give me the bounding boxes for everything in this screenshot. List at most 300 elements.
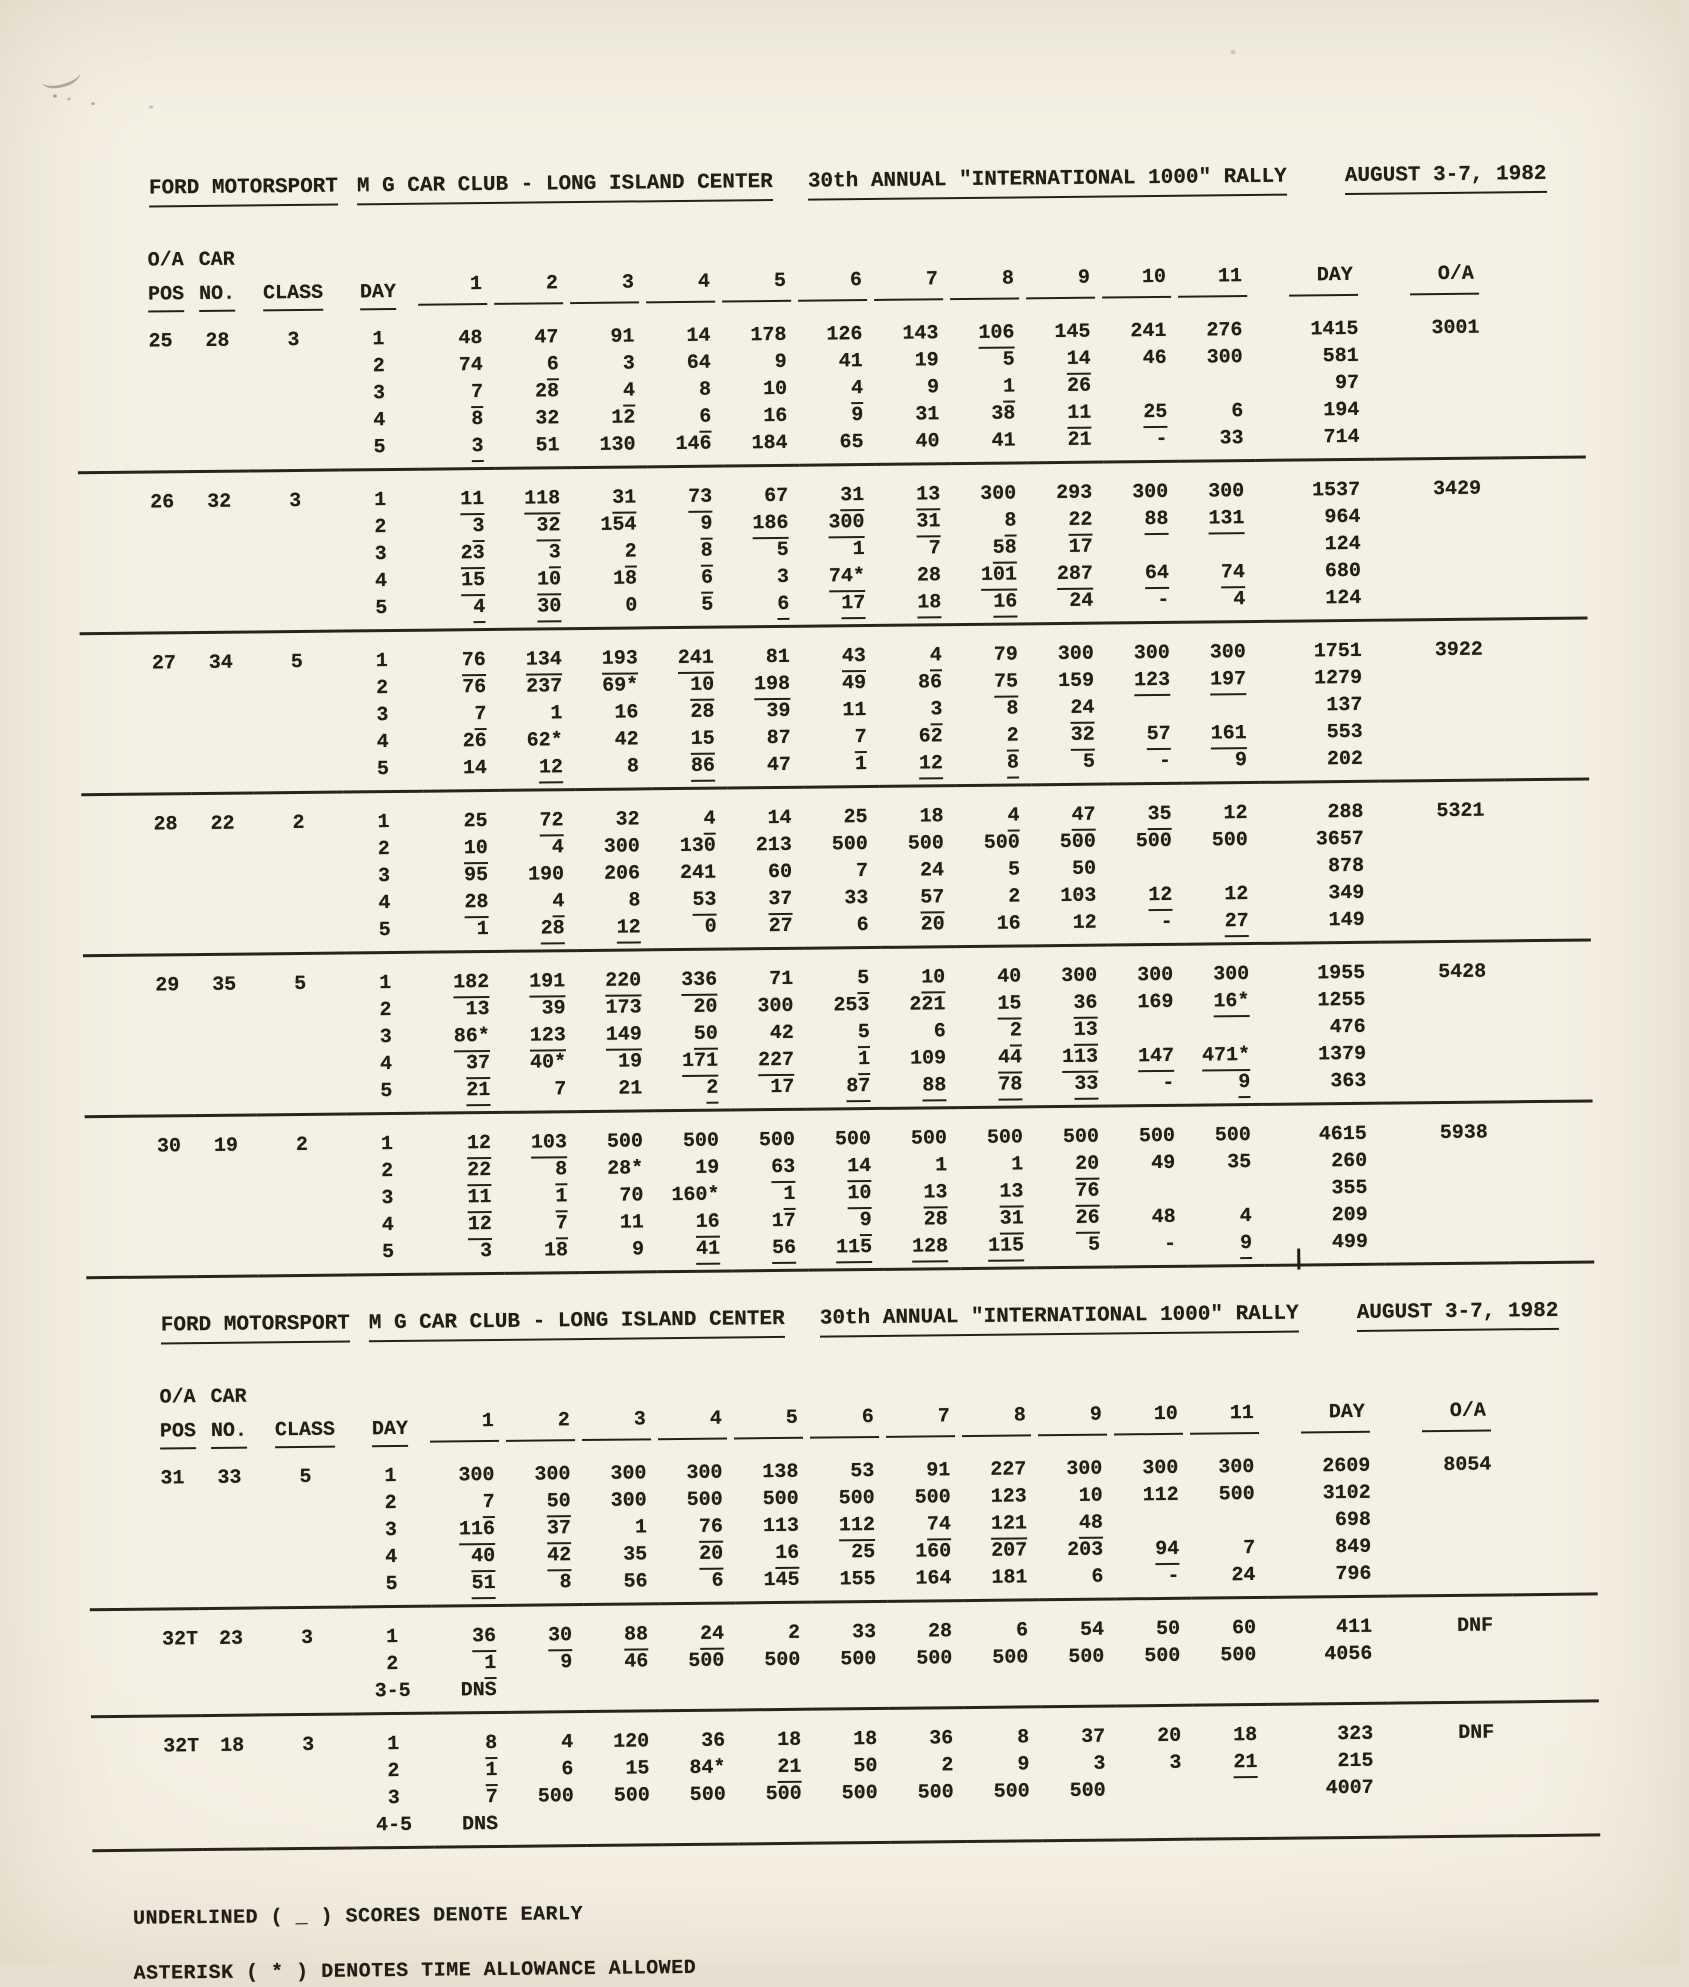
day-cell: 2	[372, 355, 385, 379]
day-cell: 2	[376, 677, 389, 701]
underlined-score: 9	[860, 1209, 872, 1236]
day-cell: 3	[378, 865, 391, 889]
class-cell	[263, 1758, 353, 1786]
day-total-cell: 1279	[1313, 666, 1363, 691]
column-header-leg-4-label: 4	[646, 269, 715, 304]
day-total-cell: 97	[1334, 371, 1360, 396]
overall-total-cell	[1377, 556, 1502, 584]
pos-cell	[91, 1760, 201, 1788]
underlined-score: 56	[772, 1237, 796, 1264]
score-cell-leg-6: 7	[855, 860, 869, 884]
overall-total-cell	[1375, 422, 1500, 450]
score-cell-leg-8: 8	[1006, 697, 1019, 721]
score-cell-leg-2	[501, 951, 577, 996]
class-cell	[261, 1571, 351, 1599]
score-cell-leg-1	[426, 1077, 502, 1105]
overall-total-cell: 5938	[1439, 1121, 1489, 1146]
score-cell-leg-4	[652, 887, 728, 915]
car-cell	[199, 1518, 261, 1546]
pos-cell	[89, 1492, 199, 1520]
underlined-score: 300	[828, 511, 864, 538]
score-cell-leg-9: 3	[1093, 1752, 1106, 1776]
score-cell-leg-5	[730, 1047, 806, 1075]
day-cell: 2	[377, 838, 390, 862]
pos-cell: 27	[151, 652, 177, 676]
day-total-cell: 411	[1335, 1615, 1373, 1640]
car-cell	[199, 1491, 261, 1519]
overall-total-cell	[1390, 1800, 1515, 1828]
underlined-score: 5	[857, 967, 869, 994]
underlined-score: 8	[555, 1158, 567, 1185]
score-cell-leg-7: 31	[915, 403, 940, 427]
score-cell-leg-1	[432, 1605, 508, 1650]
underlined-score: 227	[758, 1049, 794, 1076]
score-cell-leg-6: 1	[852, 538, 865, 562]
day-cell: 1	[385, 1626, 399, 1650]
score-cell-leg-1	[420, 433, 496, 461]
underlined-score: 7	[483, 1491, 495, 1518]
score-cell-leg-9: 17	[1068, 535, 1093, 559]
column-header-overall	[1374, 260, 1499, 299]
underlined-score: 116	[459, 1518, 495, 1545]
score-cell-leg-6	[808, 1234, 884, 1262]
score-cell-leg-9	[1034, 1071, 1110, 1099]
underlined-score: 7	[855, 726, 867, 753]
score-cell-leg-6: 500	[831, 833, 868, 857]
column-header-pos-label: POS	[160, 1420, 196, 1449]
column-header-leg-10-label: 10	[1114, 1401, 1183, 1436]
entry-car-28	[76, 298, 1586, 473]
day-cell: 2	[379, 999, 392, 1023]
score-cell-leg-6	[800, 509, 876, 537]
overall-total-cell: 5321	[1436, 799, 1485, 824]
underlined-score: 186	[752, 512, 788, 539]
score-cell-leg-10: 112	[1142, 1483, 1179, 1508]
underlined-score: 16*	[1213, 990, 1249, 1017]
underlined-score: 24	[1070, 697, 1094, 724]
score-cell-leg-8	[958, 1071, 1034, 1099]
spacer-cell	[1500, 421, 1585, 449]
pos-cell	[78, 516, 188, 544]
score-cell-leg-8	[966, 1805, 1042, 1833]
score-cell-leg-3: 56	[623, 1570, 648, 1594]
column-header-leg-10	[1102, 264, 1178, 303]
score-cell-leg-9	[1039, 1509, 1115, 1537]
overall-total-cell	[1381, 905, 1506, 933]
score-cell-leg-10: 20	[1157, 1724, 1182, 1749]
score-cell-leg-11: 9	[1234, 749, 1248, 773]
underlined-score: 471*	[1202, 1044, 1250, 1072]
underlined-score: 7	[556, 1212, 568, 1239]
score-cell-leg-11	[1180, 505, 1256, 533]
pos-cell	[84, 1080, 194, 1108]
day-cell: 3	[387, 1786, 400, 1811]
score-cell-leg-9	[1035, 1178, 1111, 1206]
class-cell: 2	[295, 1133, 309, 1158]
score-cell-leg-10: -	[1157, 588, 1170, 612]
car-cell	[194, 1079, 256, 1107]
car-cell	[199, 1545, 261, 1573]
class-cell: 2	[292, 811, 305, 836]
day-cell: 4-5	[375, 1813, 413, 1838]
class-cell	[252, 676, 342, 704]
footnotes	[93, 1892, 1689, 1987]
underlined-score: 13	[916, 483, 940, 510]
header-event: 30th ANNUAL "INTERNATIONAL 1000" RALLY	[820, 1303, 1299, 1338]
score-cell-leg-2	[497, 566, 573, 594]
score-cell-leg-7: 500	[910, 1127, 948, 1151]
score-cell-leg-7: 9	[926, 376, 940, 400]
score-cell-leg-2	[500, 888, 576, 916]
underlined-score: 11	[467, 1186, 491, 1213]
score-cell-leg-6	[803, 724, 879, 752]
score-cell-leg-5: 113	[762, 1514, 800, 1539]
score-cell-leg-2: 18	[543, 1239, 569, 1263]
spacer-cell	[1502, 582, 1587, 610]
score-cell-leg-9	[1030, 695, 1106, 723]
score-cell-leg-9	[1031, 784, 1107, 829]
column-header-class-label: CLASS	[263, 282, 323, 312]
score-cell-leg-5	[735, 1540, 811, 1568]
score-cell-leg-1: 300	[458, 1463, 495, 1488]
column-header-leg-11	[1190, 1400, 1266, 1439]
underlined-score: 13	[999, 1180, 1023, 1207]
column-header-leg-6	[798, 267, 874, 306]
class-cell	[255, 998, 345, 1026]
score-cell-leg-6: 33	[844, 887, 869, 911]
class-cell: 3	[287, 328, 300, 353]
spacer-cell	[1514, 1745, 1599, 1773]
column-header-leg-3	[582, 1406, 658, 1445]
pos-cell	[77, 355, 187, 383]
underlined-score: 20	[699, 1543, 723, 1570]
score-cell-leg-5	[724, 510, 800, 538]
score-cell-leg-10	[1108, 882, 1184, 910]
score-cell-leg-6: 253	[833, 994, 870, 1018]
score-cell-leg-1	[421, 540, 497, 568]
pos-cell	[81, 758, 191, 786]
car-cell	[191, 730, 253, 758]
underlined-score: 21	[777, 1756, 801, 1783]
spacer-cell	[1505, 850, 1590, 878]
car-cell	[200, 1652, 262, 1680]
score-cell-leg-11	[1181, 532, 1257, 560]
column-header-leg-10-label: 10	[1102, 264, 1171, 299]
score-cell-leg-5	[728, 886, 804, 914]
underlined-score: 15	[691, 728, 715, 755]
day-cell: 1	[379, 972, 392, 996]
score-cell-leg-6	[813, 1673, 889, 1701]
day-cell: 2	[374, 516, 387, 540]
underlined-score: 74*	[829, 565, 865, 592]
underlined-score: 8	[485, 1732, 497, 1759]
entry-car-19	[85, 1101, 1595, 1278]
score-cell-leg-4	[660, 1603, 736, 1648]
underlined-score: 13	[923, 1181, 947, 1208]
score-cell-leg-4	[647, 404, 723, 432]
class-cell	[256, 1025, 346, 1053]
results-table	[87, 1368, 1600, 1852]
column-header-leg-8-label: 8	[950, 265, 1019, 300]
score-cell-leg-8	[953, 561, 1029, 589]
score-cell-leg-11: 300	[1208, 480, 1245, 504]
score-cell-leg-9: 12	[1072, 911, 1097, 935]
score-cell-leg-9: 300	[1057, 642, 1094, 667]
column-header-leg-1-label: 1	[418, 271, 487, 306]
score-cell-leg-3: 15	[625, 1757, 650, 1781]
class-cell: 5	[290, 650, 304, 675]
score-cell-leg-10	[1107, 783, 1183, 828]
underlined-score: 4	[851, 377, 863, 404]
day-total-cell	[1270, 1802, 1390, 1830]
spacer-cell	[1501, 457, 1586, 502]
score-cell-leg-10	[1118, 1777, 1194, 1805]
score-cell-leg-5: 18	[777, 1728, 802, 1753]
pos-cell	[80, 704, 190, 732]
car-cell	[192, 837, 254, 865]
pos-cell: 28	[153, 813, 178, 837]
overall-total-cell	[1383, 1173, 1508, 1201]
score-cell-leg-10	[1111, 1177, 1187, 1205]
column-header-day-total-label: DAY	[1301, 1399, 1370, 1434]
underlined-score: 112	[839, 1514, 875, 1541]
column-header-oa-top: O/A	[159, 1386, 196, 1410]
underlined-score: 6	[777, 593, 789, 620]
underlined-score: 1	[485, 1759, 497, 1786]
score-cell-leg-5: 16	[763, 404, 788, 429]
spacer-cell	[1506, 940, 1591, 985]
underlined-score: 28	[464, 891, 488, 918]
score-cell-leg-1: 95	[464, 864, 489, 888]
score-cell-leg-8	[950, 303, 1026, 347]
overall-total-cell: DNF	[1456, 1614, 1494, 1638]
score-cell-leg-3	[571, 377, 647, 405]
score-cell-leg-11: 500	[1211, 829, 1248, 853]
score-cell-leg-6	[801, 590, 877, 618]
spacer-cell	[1502, 528, 1587, 556]
score-cell-leg-1	[422, 629, 498, 674]
underlined-score: 8	[1004, 509, 1016, 536]
score-cell-leg-1: 26	[462, 730, 487, 754]
score-cell-leg-10: 50	[1155, 1617, 1181, 1642]
score-cell-leg-6: 49	[842, 672, 867, 696]
underlined-score: 16	[696, 1211, 720, 1238]
score-cell-leg-6: 65	[839, 431, 864, 455]
spacer-cell	[1512, 1558, 1597, 1586]
score-cell-leg-9	[1029, 561, 1105, 589]
overall-total-cell	[1377, 529, 1502, 557]
score-cell-leg-11	[1194, 1803, 1270, 1831]
score-cell-leg-8: 227	[990, 1458, 1027, 1482]
underlined-score: 161	[1211, 722, 1247, 749]
class-cell: 5	[299, 1465, 312, 1490]
pos-cell	[92, 1787, 202, 1815]
pos-cell	[89, 1519, 199, 1547]
underlined-score: 12	[539, 756, 563, 783]
spacer-cell	[1506, 904, 1591, 932]
score-cell-leg-2	[510, 1810, 586, 1838]
score-cell-leg-9	[1042, 1804, 1118, 1832]
header-date: AUGUST 3-7, 1982	[1345, 163, 1547, 195]
column-header-leg-1-label: 1	[430, 1408, 499, 1443]
column-header-leg-11-label: 11	[1190, 1400, 1259, 1435]
day-total-cell: 476	[1329, 1015, 1366, 1040]
score-cell-leg-10	[1104, 506, 1180, 534]
underlined-score: 42	[547, 1544, 571, 1571]
overall-total-cell: 3429	[1433, 477, 1482, 502]
underlined-score: 43	[842, 645, 866, 672]
underlined-score: 75	[994, 670, 1018, 697]
entry-car-34	[80, 618, 1590, 795]
score-cell-leg-4: 36	[701, 1729, 726, 1753]
spacer-cell	[1509, 1226, 1594, 1254]
score-cell-leg-3	[577, 914, 653, 942]
score-cell-leg-4	[654, 1020, 730, 1048]
pos-cell: 29	[155, 974, 180, 998]
score-cell-leg-7: 160	[915, 1540, 952, 1564]
day-total-cell: 1537	[1312, 478, 1361, 503]
score-cell-leg-2	[501, 915, 577, 943]
day-total-cell: 698	[1334, 1508, 1372, 1533]
score-cell-leg-8: 2	[1008, 885, 1021, 909]
score-cell-leg-4	[650, 627, 726, 672]
overall-total-cell	[1388, 1639, 1513, 1667]
score-cell-leg-3: 70	[619, 1184, 644, 1208]
column-header-leg-6-label: 6	[810, 1404, 879, 1439]
underlined-score: 7	[471, 381, 483, 408]
column-header-leg-7	[886, 1403, 962, 1442]
day-total-cell: 2609	[1322, 1454, 1371, 1479]
spacer-cell	[1500, 341, 1585, 369]
score-cell-leg-10	[1107, 721, 1183, 749]
car-cell: 35	[212, 973, 237, 997]
score-cell-leg-9: 10	[1078, 1484, 1103, 1508]
score-cell-leg-4	[654, 1047, 730, 1075]
score-cell-leg-2: 47	[534, 326, 559, 350]
score-cell-leg-3: 42	[614, 728, 639, 752]
underlined-score: 3	[472, 435, 484, 462]
score-cell-leg-3	[578, 1021, 654, 1049]
class-cell	[257, 1159, 347, 1187]
score-cell-leg-1: 25	[463, 810, 488, 834]
score-cell-leg-10: 241	[1130, 319, 1167, 344]
spacer-cell	[1506, 984, 1591, 1012]
day-cell: 2	[381, 1160, 394, 1184]
score-cell-leg-9: 500	[1062, 1125, 1100, 1150]
score-cell-leg-8: 9	[1017, 1753, 1030, 1777]
score-cell-leg-7	[881, 947, 957, 992]
day-cell: 5	[376, 758, 390, 782]
day-cell: 3-5	[374, 1679, 411, 1704]
score-cell-leg-11: 500	[1214, 1124, 1252, 1148]
score-cell-leg-5	[737, 1754, 813, 1782]
column-header-leg-1	[430, 1408, 506, 1447]
score-cell-leg-8	[952, 507, 1028, 535]
day-cell: 3	[384, 1519, 398, 1543]
score-cell-leg-11	[1185, 908, 1261, 936]
spacer-cell	[1513, 1638, 1598, 1666]
pos-cell	[85, 1160, 195, 1188]
score-cell-leg-6	[806, 1073, 882, 1101]
car-cell: 18	[220, 1734, 245, 1758]
score-cell-leg-3: 21	[618, 1077, 643, 1101]
score-cell-leg-1	[431, 1543, 507, 1571]
score-cell-leg-8	[959, 1178, 1035, 1206]
day-cell: 4	[385, 1546, 398, 1570]
score-cell-leg-11: 60	[1231, 1617, 1257, 1641]
underlined-score: 3	[472, 515, 484, 542]
class-cell	[249, 354, 339, 382]
score-cell-leg-11	[1179, 371, 1255, 399]
overall-total-cell	[1387, 1505, 1512, 1533]
score-cell-leg-8	[963, 1510, 1039, 1538]
score-cell-leg-7: 500	[907, 832, 944, 856]
car-cell	[202, 1813, 264, 1841]
underlined-score: 14	[847, 1155, 871, 1182]
underlined-score: 10	[537, 568, 561, 595]
overall-total-cell	[1380, 851, 1505, 879]
class-cell	[261, 1544, 351, 1572]
underlined-score: 57	[1147, 723, 1171, 750]
score-cell-leg-4	[659, 1540, 735, 1568]
day-cell: 1	[387, 1732, 400, 1757]
score-cell-leg-3: 11	[619, 1211, 644, 1235]
pos-cell	[86, 1241, 196, 1269]
score-cell-leg-11	[1194, 1776, 1270, 1804]
day-total-cell: 1955	[1317, 961, 1366, 986]
score-cell-leg-6	[802, 625, 878, 670]
score-cell-leg-7: 40	[915, 430, 940, 454]
day-total-cell: 714	[1323, 425, 1360, 450]
column-header-class	[248, 273, 338, 312]
score-cell-leg-9	[1031, 722, 1107, 750]
score-cell-leg-3: 32	[615, 808, 640, 832]
pos-cell: 30	[156, 1135, 182, 1159]
score-cell-leg-3	[572, 467, 648, 512]
entry-car-18	[91, 1701, 1600, 1851]
underlined-score: 182	[453, 971, 489, 998]
column-header-oa-top: O/A	[147, 249, 184, 273]
pos-cell: 32T	[163, 1735, 200, 1759]
score-cell-leg-4	[648, 511, 724, 539]
spacer-cell	[1515, 1799, 1600, 1827]
pos-cell	[81, 731, 191, 759]
underlined-score: 78	[998, 1073, 1022, 1100]
score-cell-leg-5: 60	[767, 860, 793, 885]
sheet-content	[73, 0, 1689, 1986]
score-cell-leg-2: 190	[527, 863, 565, 887]
underlined-score: 76	[1075, 1180, 1099, 1207]
score-cell-leg-11	[1183, 720, 1259, 748]
pos-cell	[78, 436, 188, 464]
score-cell-leg-7	[878, 625, 954, 670]
class-cell	[251, 542, 341, 570]
underlined-score: 198	[754, 673, 790, 700]
score-cell-leg-9: 300	[1066, 1457, 1103, 1481]
score-cell-leg-8: 5	[1007, 858, 1021, 882]
column-header-day-label: DAY	[360, 281, 396, 310]
score-cell-leg-11: 33	[1219, 427, 1244, 451]
car-cell	[190, 676, 252, 704]
column-header-leg-9-label: 9	[1026, 265, 1095, 300]
score-cell-leg-5: 300	[757, 994, 794, 1019]
score-cell-leg-9: 145	[1054, 320, 1091, 345]
score-cell-leg-3: 130	[599, 433, 636, 457]
underlined-score: 123	[1134, 669, 1170, 696]
day-cell: 3	[379, 1026, 392, 1050]
score-cell-leg-10: 46	[1142, 346, 1167, 371]
underlined-score: 6	[701, 567, 713, 594]
